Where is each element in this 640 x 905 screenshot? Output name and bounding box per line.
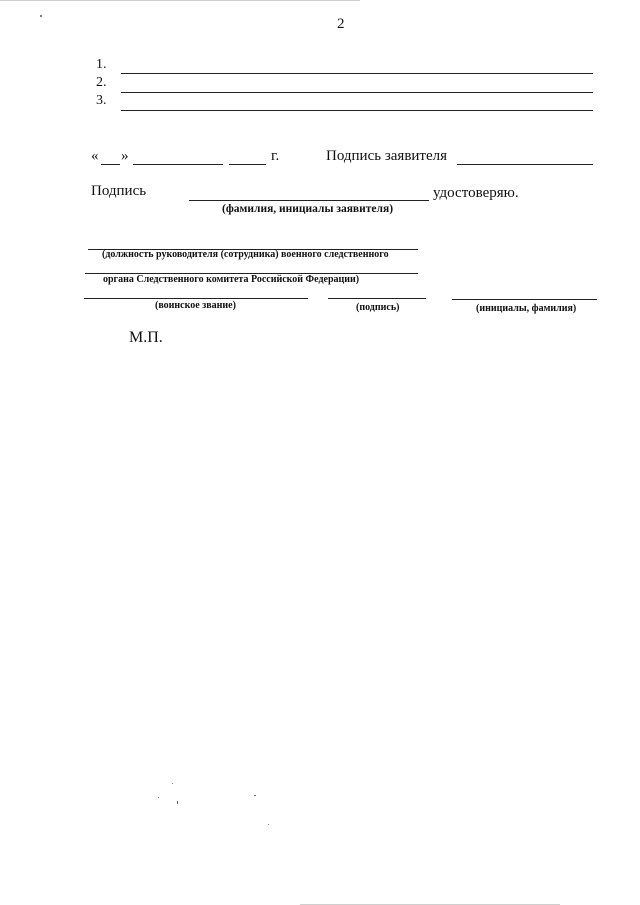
rank-line	[84, 298, 308, 299]
applicant-signature-label: Подпись заявителя	[326, 148, 448, 164]
date-quote-open: «	[91, 148, 99, 164]
list-item-number: 3.	[96, 93, 107, 108]
signature-label: Подпись	[91, 183, 147, 199]
position-caption-line2: органа Следственного комитета Российской Федерации)	[103, 274, 360, 285]
list-item-number: 1.	[96, 57, 107, 72]
list-item-number: 2.	[96, 75, 107, 90]
page-number: 2	[337, 16, 345, 32]
scan-speck	[158, 797, 159, 798]
date-year-line	[229, 164, 266, 165]
official-signature-line	[328, 298, 426, 299]
list-item-line	[121, 110, 593, 111]
certify-text: удостоверяю.	[433, 185, 519, 201]
scan-edge-top	[0, 0, 360, 1]
scan-speck	[172, 783, 173, 784]
applicant-signature-line	[457, 164, 593, 165]
scan-speck	[177, 801, 178, 804]
date-quote-close: »	[121, 148, 129, 164]
scan-speck	[40, 15, 42, 17]
list-item-line	[121, 92, 593, 93]
scan-speck	[268, 824, 269, 825]
list-item-line	[121, 73, 593, 74]
rank-caption: (воинское звание)	[155, 300, 236, 311]
official-signature-caption: (подпись)	[356, 302, 400, 313]
scan-speck	[254, 795, 256, 796]
position-caption-line1: (должность руководителя (сотрудника) военного следственного	[102, 249, 389, 260]
stamp-place: М.П.	[129, 329, 163, 346]
date-day-line	[101, 164, 120, 165]
date-month-line	[133, 164, 223, 165]
initials-caption: (инициалы, фамилия)	[476, 303, 577, 314]
initials-line	[452, 299, 597, 300]
applicant-name-line	[189, 200, 429, 201]
year-suffix: г.	[271, 148, 280, 164]
applicant-name-caption: (фамилия, инициалы заявителя)	[222, 203, 394, 215]
